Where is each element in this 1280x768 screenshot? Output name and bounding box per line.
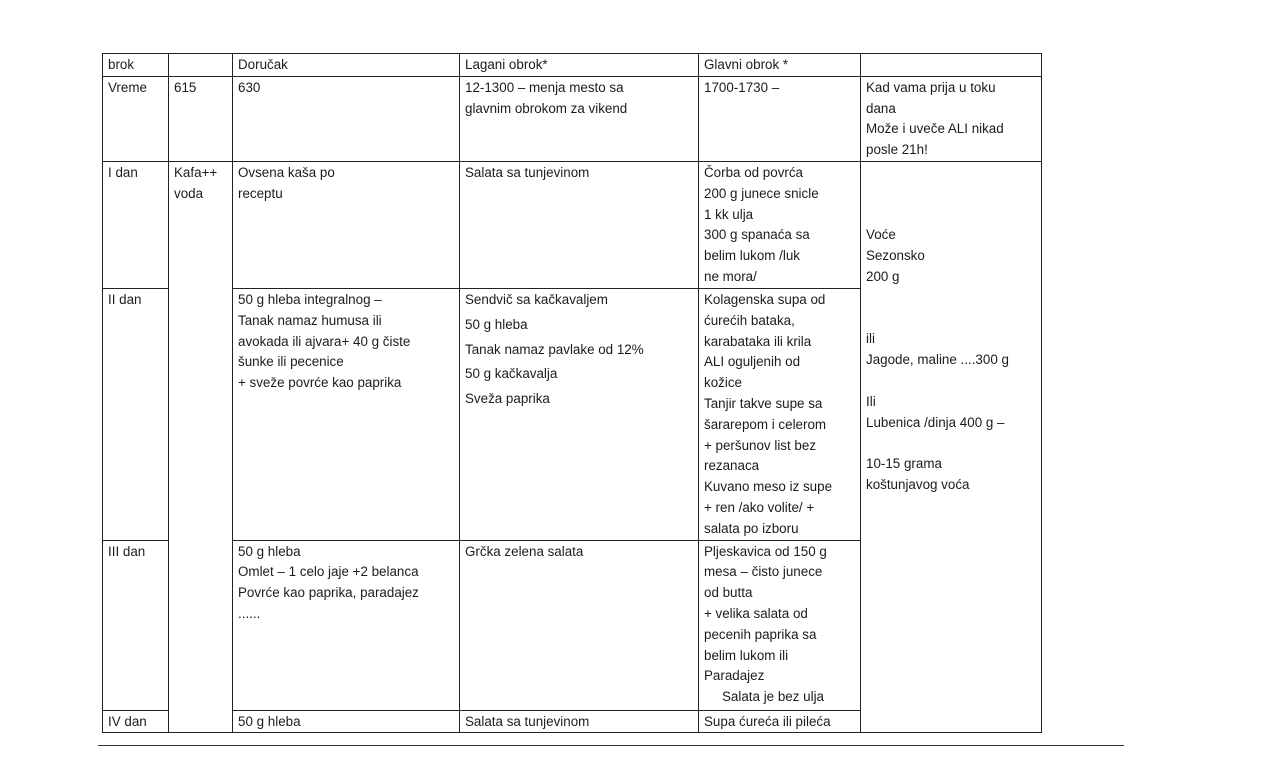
row-label-day1: I dan <box>103 161 169 288</box>
text-line: ćurećih bataka, <box>704 312 795 328</box>
text-line: Kafa++ <box>174 164 218 180</box>
text-line: ...... <box>238 605 261 621</box>
row-label-day3: III dan <box>103 540 169 710</box>
header-cell-blank <box>169 54 233 77</box>
text-line: šunke ili pecenice <box>238 354 344 370</box>
text-line: 50 g kačkavalja <box>465 366 558 382</box>
text-line: + ren /ako volite/ + <box>704 499 815 515</box>
day2-main-meal <box>699 288 861 540</box>
text-line: + sveže povrće kao paprika <box>238 375 402 391</box>
text-line: ALI oguljenih od <box>704 354 801 370</box>
time-breakfast: 630 <box>233 76 460 161</box>
row-label-day2: II dan <box>103 288 169 540</box>
text-line: koštunjavog voća <box>866 476 970 492</box>
text-line: 50 g hleba <box>465 316 528 332</box>
header-cell-main-meal: Glavni obrok * <box>699 54 861 77</box>
text-line: Čorba od povrća <box>704 164 803 180</box>
text-line: Povrće kao paprika, paradajez <box>238 585 419 601</box>
day3-light-meal <box>460 540 699 710</box>
day4-main-meal: Supa ćureća ili pileća <box>699 710 861 733</box>
text-line: belim lukom ili <box>704 647 789 663</box>
text-line: rezanaca <box>704 458 760 474</box>
text-line: 12-1300 – menja mesto sa <box>465 79 624 95</box>
drink-cell <box>169 161 233 732</box>
text-line: Salata je bez ulja <box>722 689 824 705</box>
table-row-day1 <box>103 161 1042 288</box>
cut-off-heading <box>98 0 848 8</box>
text-line: receptu <box>238 185 283 201</box>
day3-breakfast <box>233 540 460 710</box>
text-line: 200 g <box>866 268 900 284</box>
header-cell-extra <box>861 54 1042 77</box>
text-line: Sveža paprika <box>465 391 550 407</box>
text-line: Omlet – 1 celo jaje +2 belanca <box>238 564 419 580</box>
day4-breakfast: 50 g hleba <box>233 710 460 733</box>
text-line: 200 g junece snicle <box>704 185 819 201</box>
day2-breakfast <box>233 288 460 540</box>
text-line: Ili <box>866 393 876 409</box>
text-line: Paradajez <box>704 668 765 684</box>
day4-light-meal: Salata sa tunjevinom <box>460 710 699 733</box>
text-line: Jagode, maline ....300 g <box>866 352 1009 368</box>
text-line: pecenih paprika sa <box>704 626 817 642</box>
text-line: kožice <box>704 375 742 391</box>
text-line: od butta <box>704 585 753 601</box>
day2-light-meal <box>460 288 699 540</box>
text-line: Pljeskavica od 150 g <box>704 543 827 559</box>
day3-main-meal <box>699 540 861 710</box>
text-line: šararepom i celerom <box>704 416 827 432</box>
table-header-row <box>103 54 1042 77</box>
text-line: dana <box>866 100 896 116</box>
text-line: Ovsena kaša po <box>238 164 335 180</box>
text-line: voda <box>174 185 204 201</box>
text-line: Salata sa tunjevinom <box>465 164 590 180</box>
text-line: Tanak namaz humusa ili <box>238 312 382 328</box>
text-line: Može i uveče ALI nikad <box>866 121 1004 137</box>
text-line: Lubenica /dinja 400 g – <box>866 414 1005 430</box>
row-label-day4: IV dan <box>103 710 169 733</box>
text-line: 50 g hleba <box>238 543 301 559</box>
text-line: Tanak namaz pavlake od 12% <box>465 341 644 357</box>
table-row-time <box>103 76 1042 161</box>
text-line: salata po izboru <box>704 520 799 536</box>
text-line: Tanjir takve supe sa <box>704 395 823 411</box>
time-extra-note <box>861 76 1042 161</box>
text-line: Grčka zelena salata <box>465 543 584 559</box>
text-line: belim lukom /luk <box>704 248 800 264</box>
text-line: karabataka ili krila <box>704 333 812 349</box>
footer-rule <box>98 745 1124 746</box>
day1-breakfast <box>233 161 460 288</box>
header-cell-breakfast: Doručak <box>233 54 460 77</box>
text-line: Sezonsko <box>866 248 925 264</box>
day1-light-meal <box>460 161 699 288</box>
text-line: 10-15 grama <box>866 456 942 472</box>
row-label-time: Vreme <box>103 76 169 161</box>
text-line: 300 g spanaća sa <box>704 227 810 243</box>
text-line: ne mora/ <box>704 268 757 284</box>
header-cell-brok: brok <box>103 54 169 77</box>
text-line: mesa – čisto junece <box>704 564 823 580</box>
header-cell-light-meal: Lagani obrok* <box>460 54 699 77</box>
time-main-meal: 1700-1730 – <box>699 76 861 161</box>
text-line: + velika salata od <box>704 605 808 621</box>
time-light-meal <box>460 76 699 161</box>
text-line: glavnim obrokom za vikend <box>465 100 628 116</box>
text-line: avokada ili ajvara+ 40 g čiste <box>238 333 411 349</box>
text-line: ili <box>866 331 875 347</box>
text-line: 50 g hleba integralnog – <box>238 291 382 307</box>
text-line: 1 kk ulja <box>704 206 754 222</box>
day1-main-meal <box>699 161 861 288</box>
text-line: Kolagenska supa od <box>704 291 826 307</box>
meal-plan-table <box>102 53 1042 733</box>
text-line: + peršunov list bez <box>704 437 817 453</box>
text-line: Kad vama prija u toku <box>866 79 996 95</box>
time-coffee: 615 <box>169 76 233 161</box>
text-line: Voće <box>866 227 896 243</box>
text-line: Sendvič sa kačkavaljem <box>465 291 608 307</box>
text-line: Kuvano meso iz supe <box>704 479 833 495</box>
fruit-cell <box>861 161 1042 732</box>
text-line: posle 21h! <box>866 142 928 158</box>
